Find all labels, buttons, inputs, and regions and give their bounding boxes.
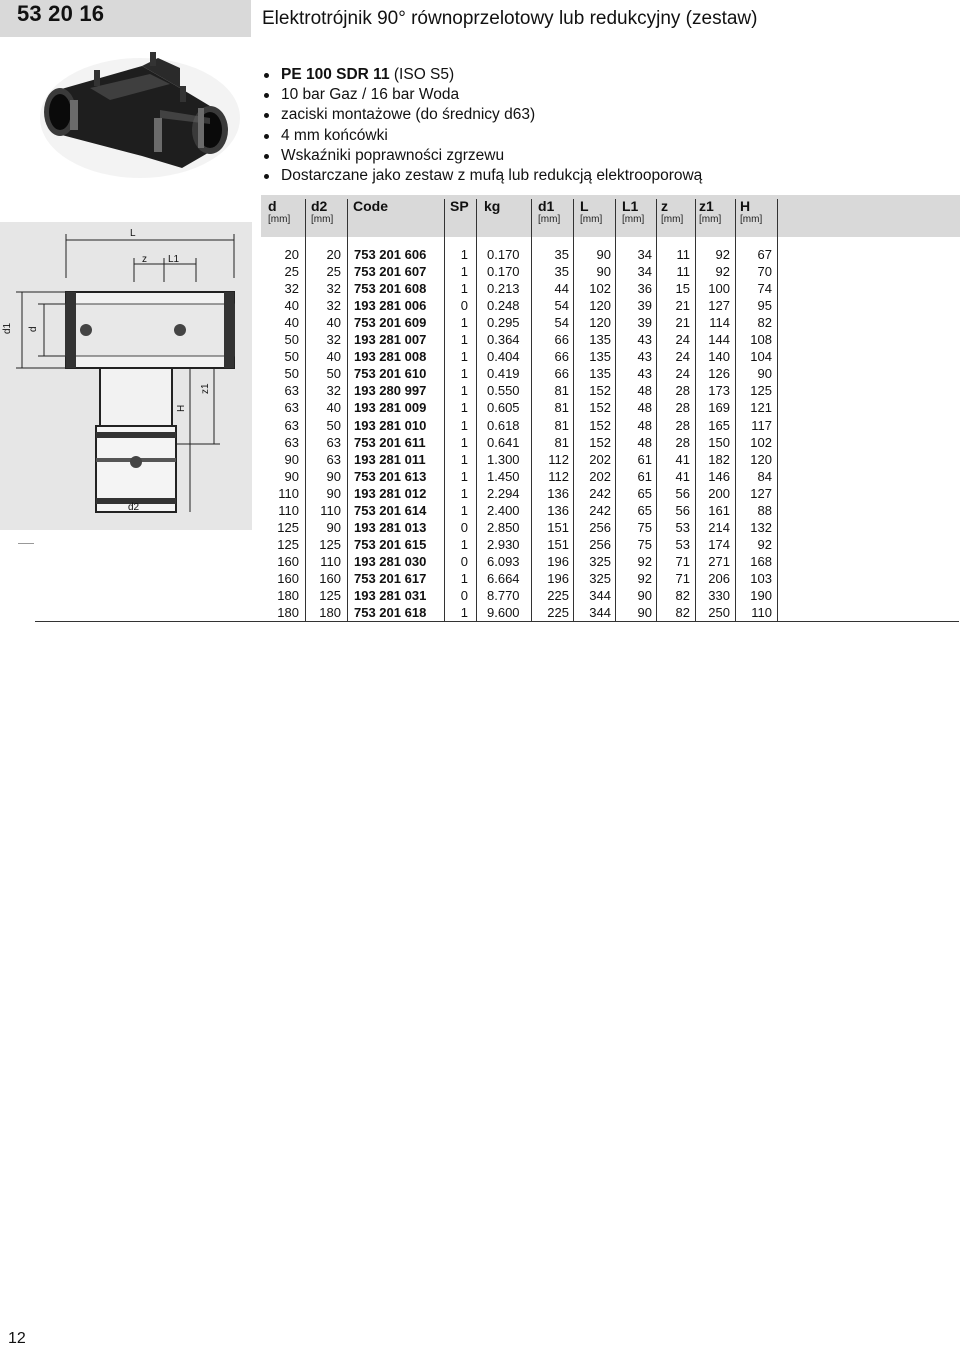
table-cell: 40	[284, 315, 299, 331]
table-cell: 1	[460, 485, 468, 501]
table-cell: 0.295	[487, 315, 520, 331]
table-cell: 753 201 606	[354, 247, 427, 262]
column-divider	[347, 199, 348, 621]
table-cell: 66	[554, 332, 569, 348]
table-cell: 1	[460, 281, 468, 297]
feature-item: PE 100 SDR 11 (ISO S5)	[262, 65, 702, 85]
table-cell: 1	[460, 332, 468, 348]
table-cell: 50	[284, 349, 299, 365]
column-header-z: z [mm]	[661, 198, 684, 225]
table-cell: 136	[547, 502, 569, 518]
table-cell: 160	[319, 570, 341, 586]
product-code-block	[0, 0, 251, 37]
table-cell: 24	[675, 332, 690, 348]
table-cell: 102	[750, 434, 772, 450]
table-cell: 193 281 012	[354, 485, 427, 501]
table-cell: 1	[460, 400, 468, 416]
table-cell: 193 281 013	[354, 519, 427, 535]
table-cell: 54	[554, 298, 569, 314]
table-cell: 135	[589, 349, 611, 365]
table-cell: 34	[637, 264, 652, 280]
table-cell: 125	[319, 536, 341, 552]
table-cell: 126	[708, 366, 730, 382]
table-cell: 250	[708, 605, 730, 621]
table-cell: 151	[547, 536, 569, 552]
table-cell: 92	[637, 570, 652, 586]
table-cell: 66	[554, 349, 569, 365]
table-cell: 0.170	[487, 264, 520, 280]
dim-label-L1: L1	[168, 254, 180, 265]
table-cell: 50	[284, 332, 299, 348]
table-cell: 0.419	[487, 366, 520, 382]
table-cell: 173	[708, 383, 730, 399]
table-cell: 32	[326, 298, 341, 314]
feature-list	[262, 65, 702, 186]
table-cell: 28	[675, 434, 690, 450]
table-cell: 43	[637, 366, 652, 382]
table-cell: 0	[460, 588, 468, 603]
table-cell: 63	[284, 434, 299, 450]
table-cell: 753 201 614	[354, 502, 427, 518]
dim-label-z1: z1	[200, 383, 211, 394]
table-cell: 168	[750, 553, 772, 569]
table-cell: 753 201 613	[354, 468, 427, 484]
table-cell: 125	[277, 536, 299, 552]
table-cell: 82	[757, 315, 772, 331]
table-cell: 2.930	[487, 536, 520, 552]
table-cell: 35	[554, 264, 569, 280]
table-cell: 753 201 607	[354, 264, 427, 280]
dim-label-d: d	[28, 326, 39, 332]
table-cell: 0.170	[487, 247, 520, 262]
table-cell: 100	[708, 281, 730, 297]
table-cell: 25	[284, 264, 299, 280]
table-cell: 24	[675, 366, 690, 382]
table-cell: 36	[637, 281, 652, 297]
dim-label-L: L	[130, 228, 136, 239]
table-cell: 9.600	[487, 605, 520, 621]
table-cell: 325	[589, 553, 611, 569]
table-cell: 140	[708, 349, 730, 365]
table-cell: 242	[589, 502, 611, 518]
column-divider	[531, 199, 532, 621]
table-cell: 41	[675, 468, 690, 484]
dim-label-H: H	[176, 404, 187, 412]
table-cell: 48	[637, 383, 652, 399]
table-cell: 84	[757, 468, 772, 484]
table-cell: 32	[326, 332, 341, 348]
table-cell: 35	[554, 247, 569, 262]
table-cell: 28	[675, 400, 690, 416]
column-divider	[573, 199, 574, 621]
table-cell: 114	[709, 315, 730, 331]
table-cell: 152	[589, 434, 611, 450]
table-cell: 103	[750, 570, 772, 586]
table-cell: 193 281 031	[354, 588, 427, 603]
table-cell: 104	[750, 349, 772, 365]
table-cell: 43	[637, 349, 652, 365]
table-cell: 136	[547, 485, 569, 501]
table-cell: 1.450	[487, 468, 520, 484]
table-cell: 200	[708, 485, 730, 501]
table-cell: 53	[675, 519, 690, 535]
table-cell: 196	[547, 570, 569, 586]
table-cell: 92	[757, 536, 772, 552]
table-cell: 90	[284, 451, 299, 467]
table-cell: 0	[460, 298, 468, 314]
table-cell: 110	[320, 553, 341, 569]
table-cell: 1	[460, 570, 468, 586]
table-cell: 120	[589, 315, 611, 331]
table-cell: 196	[547, 553, 569, 569]
table-cell: 1	[460, 536, 468, 552]
table-cell: 1	[460, 315, 468, 331]
table-cell: 180	[277, 605, 299, 621]
table-cell: 0.248	[487, 298, 520, 314]
table-cell: 135	[589, 332, 611, 348]
dim-label-d2: d2	[128, 502, 140, 513]
table-cell: 71	[675, 570, 690, 586]
table-cell: 193 281 008	[354, 349, 427, 365]
table-cell: 2.400	[487, 502, 520, 518]
table-cell: 74	[757, 281, 772, 297]
table-cell: 108	[750, 332, 772, 348]
table-cell: 180	[277, 588, 299, 603]
table-cell: 112	[548, 451, 569, 467]
column-header-l: L [mm]	[580, 198, 603, 225]
table-cell: 92	[715, 247, 730, 262]
table-cell: 125	[750, 383, 772, 399]
table-cell: 32	[326, 383, 341, 399]
column-divider	[305, 199, 306, 621]
product-title: Elektrotrójnik 90° równoprzelotowy lub redukcyjny (zestaw)	[262, 8, 758, 29]
table-cell: 344	[589, 588, 611, 603]
table-cell: 1	[460, 417, 468, 433]
table-cell: 193 281 010	[354, 417, 427, 433]
table-cell: 117	[751, 417, 772, 433]
table-cell: 90	[596, 247, 611, 262]
table-cell: 90	[326, 519, 341, 535]
table-cell: 110	[751, 605, 772, 621]
table-cell: 40	[284, 298, 299, 314]
table-cell: 180	[319, 605, 341, 621]
table-cell: 150	[708, 434, 730, 450]
column-divider	[695, 199, 696, 621]
table-cell: 0	[460, 553, 468, 569]
table-cell: 271	[708, 553, 730, 569]
table-cell: 65	[637, 502, 652, 518]
table-cell: 152	[589, 383, 611, 399]
column-divider	[444, 199, 445, 621]
table-cell: 206	[708, 570, 730, 586]
table-cell: 82	[675, 605, 690, 621]
column-header-d2: d2 [mm]	[311, 198, 334, 225]
table-cell: 1	[460, 349, 468, 365]
table-cell: 32	[284, 281, 299, 297]
page-number: 12	[8, 1330, 26, 1347]
feature-item: 4 mm końcówki	[262, 126, 702, 146]
product-code: 53 20 16	[17, 1, 105, 26]
table-cell: 20	[326, 247, 341, 262]
table-cell: 256	[589, 519, 611, 535]
table-cell: 0.550	[487, 383, 520, 399]
table-cell: 44	[554, 281, 569, 297]
table-cell: 70	[757, 264, 772, 280]
table-cell: 120	[589, 298, 611, 314]
table-cell: 90	[757, 366, 772, 382]
table-cell: 0.364	[487, 332, 520, 348]
table-cell: 65	[637, 485, 652, 501]
table-cell: 753 201 615	[354, 536, 427, 552]
table-cell: 1	[460, 468, 468, 484]
table-cell: 32	[326, 281, 341, 297]
table-cell: 110	[278, 502, 299, 518]
table-cell: 120	[750, 451, 772, 467]
table-cell: 11	[676, 264, 690, 280]
table-cell: 0.213	[487, 281, 520, 297]
table-cell: 43	[637, 332, 652, 348]
table-cell: 56	[675, 502, 690, 518]
table-cell: 1.300	[487, 451, 520, 467]
table-cell: 39	[637, 315, 652, 331]
table-cell: 6.093	[487, 553, 520, 569]
table-cell: 67	[757, 247, 772, 262]
table-cell: 193 281 030	[354, 553, 427, 569]
table-cell: 90	[637, 605, 652, 621]
table-cell: 144	[708, 332, 730, 348]
column-divider	[735, 199, 736, 621]
table-cell: 1	[460, 247, 468, 262]
column-divider	[777, 199, 778, 621]
feature-item: Dostarczane jako zestaw z mufą lub redukcją elektrooporową	[262, 166, 702, 186]
table-cell: 66	[554, 366, 569, 382]
table-cell: 81	[554, 417, 569, 433]
table-cell: 39	[637, 298, 652, 314]
table-cell: 40	[326, 349, 341, 365]
table-cell: 182	[708, 451, 730, 467]
table-cell: 21	[675, 298, 690, 314]
table-cell: 92	[715, 264, 730, 280]
table-cell: 28	[675, 417, 690, 433]
table-cell: 15	[675, 281, 690, 297]
table-cell: 34	[637, 247, 652, 262]
table-cell: 0.605	[487, 400, 520, 416]
table-cell: 146	[708, 468, 730, 484]
table-cell: 174	[708, 536, 730, 552]
table-cell: 90	[596, 264, 611, 280]
table-cell: 1	[460, 366, 468, 382]
table-cell: 193 281 007	[354, 332, 427, 348]
table-cell: 2.294	[487, 485, 520, 501]
table-cell: 225	[547, 588, 569, 603]
table-cell: 40	[326, 315, 341, 331]
table-cell: 344	[589, 605, 611, 621]
column-divider	[476, 199, 477, 621]
table-cell: 82	[675, 588, 690, 603]
table-cell: 1	[460, 264, 468, 280]
column-header-kg: kg	[484, 198, 501, 214]
table-cell: 160	[277, 553, 299, 569]
table-cell: 2.850	[487, 519, 520, 535]
table-cell: 75	[637, 536, 652, 552]
table-cell: 169	[708, 400, 730, 416]
table-cell: 63	[284, 400, 299, 416]
table-cell: 48	[637, 417, 652, 433]
table-cell: 125	[319, 588, 341, 603]
table-cell: 24	[675, 349, 690, 365]
table-cell: 11	[676, 247, 690, 262]
column-header-d: d [mm]	[268, 198, 291, 225]
table-cell: 48	[637, 434, 652, 450]
table-cell: 256	[589, 536, 611, 552]
column-header-l1: L1 [mm]	[622, 198, 645, 225]
table-cell: 90	[326, 485, 341, 501]
column-header-code: Code	[353, 198, 388, 214]
table-cell: 753 201 608	[354, 281, 427, 297]
technical-drawing	[0, 222, 252, 530]
table-cell: 95	[757, 298, 772, 314]
table-bottom-rule	[35, 621, 959, 622]
dim-label-d1: d1	[2, 322, 13, 334]
table-cell: 90	[326, 468, 341, 484]
table-cell: 193 281 006	[354, 298, 427, 314]
table-cell: 53	[675, 536, 690, 552]
table-cell: 81	[554, 383, 569, 399]
table-cell: 193 281 011	[354, 451, 426, 467]
table-cell: 21	[675, 315, 690, 331]
dim-label-z: z	[142, 254, 147, 265]
table-cell: 753 201 610	[354, 366, 427, 382]
table-cell: 8.770	[487, 588, 520, 603]
table-cell: 1	[460, 502, 468, 518]
table-cell: 202	[589, 468, 611, 484]
table-cell: 193 281 009	[354, 400, 427, 416]
table-cell: 56	[675, 485, 690, 501]
table-cell: 81	[554, 434, 569, 450]
table-cell: 88	[757, 502, 772, 518]
table-cell: 1	[460, 434, 468, 450]
table-cell: 193 280 997	[354, 383, 427, 399]
table-cell: 41	[675, 451, 690, 467]
table-cell: 753 201 609	[354, 315, 427, 331]
table-cell: 325	[589, 570, 611, 586]
table-cell: 63	[284, 417, 299, 433]
table-cell: 753 201 611	[354, 434, 426, 450]
table-cell: 1	[460, 383, 468, 399]
table-cell: 0.618	[487, 417, 520, 433]
table-cell: 125	[277, 519, 299, 535]
table-cell: 135	[589, 366, 611, 382]
table-cell: 48	[637, 400, 652, 416]
column-header-sp: SP	[450, 198, 469, 214]
feature-item: Wskaźniki poprawności zgrzewu	[262, 146, 702, 166]
table-cell: 63	[326, 434, 341, 450]
column-header-d1: d1 [mm]	[538, 198, 561, 225]
table-cell: 242	[589, 485, 611, 501]
table-cell: 92	[637, 553, 652, 569]
feature-item: zaciski montażowe (do średnicy d63)	[262, 105, 702, 125]
table-cell: 127	[750, 485, 772, 501]
table-cell: 75	[637, 519, 652, 535]
table-cell: 330	[708, 588, 730, 603]
table-cell: 753 201 617	[354, 570, 427, 586]
feature-item: 10 bar Gaz / 16 bar Woda	[262, 85, 702, 105]
table-cell: 1	[460, 451, 468, 467]
table-cell: 112	[548, 468, 569, 484]
table-cell: 81	[554, 400, 569, 416]
table-cell: 63	[326, 451, 341, 467]
table-cell: 0.404	[487, 349, 520, 365]
table-cell: 753 201 618	[354, 605, 427, 621]
table-cell: 165	[708, 417, 730, 433]
table-cell: 61	[637, 451, 652, 467]
table-cell: 152	[589, 417, 611, 433]
table-cell: 63	[284, 383, 299, 399]
table-cell: 161	[708, 502, 730, 518]
product-photo	[30, 38, 242, 178]
table-cell: 202	[589, 451, 611, 467]
table-cell: 110	[320, 502, 341, 518]
column-header-z1: z1 [mm]	[699, 198, 722, 225]
table-cell: 190	[750, 588, 772, 603]
table-cell: 160	[277, 570, 299, 586]
table-cell: 28	[675, 383, 690, 399]
table-cell: 121	[750, 400, 772, 416]
table-cell: 40	[326, 400, 341, 416]
table-cell: 50	[284, 366, 299, 382]
table-cell: 152	[589, 400, 611, 416]
table-cell: 6.664	[487, 570, 520, 586]
table-cell: 132	[750, 519, 772, 535]
table-cell: 50	[326, 366, 341, 382]
table-cell: 25	[326, 264, 341, 280]
table-cell: 0.641	[487, 434, 520, 450]
table-cell: 61	[637, 468, 652, 484]
table-cell: 214	[708, 519, 730, 535]
table-cell: 110	[278, 485, 299, 501]
table-cell: 71	[675, 553, 690, 569]
table-cell: 90	[284, 468, 299, 484]
table-cell: 54	[554, 315, 569, 331]
table-cell: 90	[637, 588, 652, 603]
table-cell: 102	[589, 281, 611, 297]
table-cell: 20	[284, 247, 299, 262]
table-cell: 0	[460, 519, 468, 535]
column-header-h: H [mm]	[740, 198, 763, 225]
column-divider	[615, 199, 616, 621]
table-cell: 127	[708, 298, 730, 314]
side-mark	[18, 543, 34, 544]
table-cell: 225	[547, 605, 569, 621]
column-divider	[656, 199, 657, 621]
table-cell: 151	[547, 519, 569, 535]
table-cell: 1	[460, 605, 468, 621]
table-cell: 50	[326, 417, 341, 433]
